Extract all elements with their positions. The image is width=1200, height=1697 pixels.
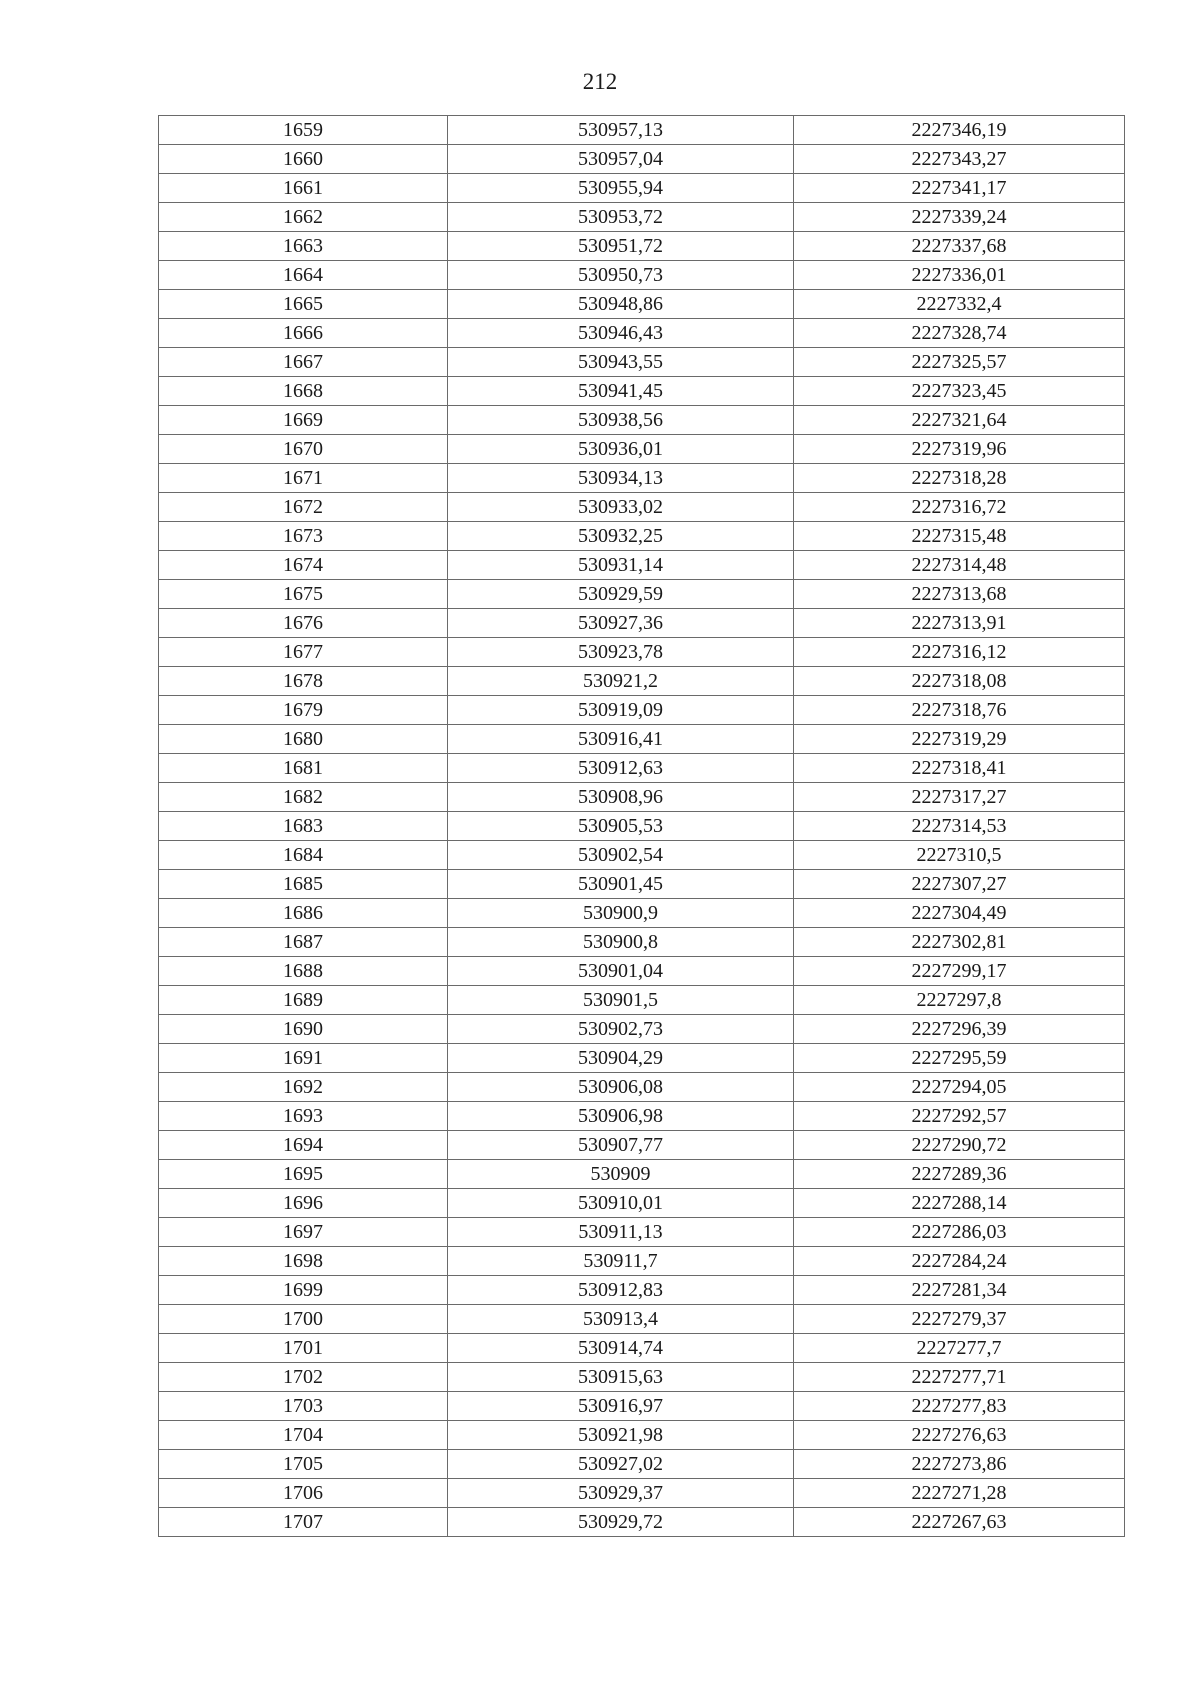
x-coordinate-cell: 530946,43	[448, 319, 794, 348]
point-number-cell: 1674	[159, 551, 448, 580]
point-number-cell: 1695	[159, 1160, 448, 1189]
x-coordinate-cell: 530927,36	[448, 609, 794, 638]
x-coordinate-cell: 530902,54	[448, 841, 794, 870]
table-row	[159, 145, 1125, 174]
x-coordinate-cell: 530931,14	[448, 551, 794, 580]
table-row	[159, 232, 1125, 261]
x-coordinate-cell: 530957,04	[448, 145, 794, 174]
y-coordinate-cell: 2227273,86	[794, 1450, 1125, 1479]
point-number-cell: 1667	[159, 348, 448, 377]
x-coordinate-cell: 530938,56	[448, 406, 794, 435]
point-number-cell: 1673	[159, 522, 448, 551]
y-coordinate-cell: 2227286,03	[794, 1218, 1125, 1247]
table-row	[159, 319, 1125, 348]
y-coordinate-cell: 2227284,24	[794, 1247, 1125, 1276]
x-coordinate-cell: 530953,72	[448, 203, 794, 232]
table-row	[159, 1218, 1125, 1247]
table-row	[159, 957, 1125, 986]
point-number-cell: 1664	[159, 261, 448, 290]
y-coordinate-cell: 2227313,68	[794, 580, 1125, 609]
table-row	[159, 1450, 1125, 1479]
point-number-cell: 1692	[159, 1073, 448, 1102]
y-coordinate-cell: 2227295,59	[794, 1044, 1125, 1073]
point-number-cell: 1661	[159, 174, 448, 203]
x-coordinate-cell: 530934,13	[448, 464, 794, 493]
table-row	[159, 1363, 1125, 1392]
x-coordinate-cell: 530915,63	[448, 1363, 794, 1392]
table-row	[159, 290, 1125, 319]
table-row	[159, 1247, 1125, 1276]
x-coordinate-cell: 530921,98	[448, 1421, 794, 1450]
coordinates-table	[158, 115, 1125, 1537]
point-number-cell: 1683	[159, 812, 448, 841]
point-number-cell: 1685	[159, 870, 448, 899]
point-number-cell: 1688	[159, 957, 448, 986]
table-row	[159, 1421, 1125, 1450]
y-coordinate-cell: 2227307,27	[794, 870, 1125, 899]
y-coordinate-cell: 2227346,19	[794, 116, 1125, 145]
x-coordinate-cell: 530907,77	[448, 1131, 794, 1160]
y-coordinate-cell: 2227314,48	[794, 551, 1125, 580]
y-coordinate-cell: 2227299,17	[794, 957, 1125, 986]
table-row	[159, 406, 1125, 435]
x-coordinate-cell: 530929,59	[448, 580, 794, 609]
point-number-cell: 1668	[159, 377, 448, 406]
x-coordinate-cell: 530906,08	[448, 1073, 794, 1102]
y-coordinate-cell: 2227288,14	[794, 1189, 1125, 1218]
y-coordinate-cell: 2227289,36	[794, 1160, 1125, 1189]
point-number-cell: 1680	[159, 725, 448, 754]
point-number-cell: 1675	[159, 580, 448, 609]
table-row	[159, 1044, 1125, 1073]
y-coordinate-cell: 2227332,4	[794, 290, 1125, 319]
coordinates-table-body	[159, 116, 1125, 1537]
y-coordinate-cell: 2227310,5	[794, 841, 1125, 870]
x-coordinate-cell: 530951,72	[448, 232, 794, 261]
point-number-cell: 1693	[159, 1102, 448, 1131]
table-row	[159, 1189, 1125, 1218]
point-number-cell: 1672	[159, 493, 448, 522]
point-number-cell: 1662	[159, 203, 448, 232]
x-coordinate-cell: 530927,02	[448, 1450, 794, 1479]
y-coordinate-cell: 2227277,7	[794, 1334, 1125, 1363]
table-row	[159, 1160, 1125, 1189]
point-number-cell: 1679	[159, 696, 448, 725]
x-coordinate-cell: 530913,4	[448, 1305, 794, 1334]
table-row	[159, 783, 1125, 812]
table-row	[159, 580, 1125, 609]
table-row	[159, 493, 1125, 522]
y-coordinate-cell: 2227271,28	[794, 1479, 1125, 1508]
table-row	[159, 1479, 1125, 1508]
table-row	[159, 1392, 1125, 1421]
point-number-cell: 1704	[159, 1421, 448, 1450]
point-number-cell: 1686	[159, 899, 448, 928]
y-coordinate-cell: 2227313,91	[794, 609, 1125, 638]
x-coordinate-cell: 530911,13	[448, 1218, 794, 1247]
point-number-cell: 1670	[159, 435, 448, 464]
table-row	[159, 928, 1125, 957]
y-coordinate-cell: 2227302,81	[794, 928, 1125, 957]
table-row	[159, 638, 1125, 667]
point-number-cell: 1676	[159, 609, 448, 638]
y-coordinate-cell: 2227323,45	[794, 377, 1125, 406]
point-number-cell: 1681	[159, 754, 448, 783]
x-coordinate-cell: 530901,04	[448, 957, 794, 986]
x-coordinate-cell: 530911,7	[448, 1247, 794, 1276]
x-coordinate-cell: 530950,73	[448, 261, 794, 290]
x-coordinate-cell: 530909	[448, 1160, 794, 1189]
x-coordinate-cell: 530900,8	[448, 928, 794, 957]
table-row	[159, 348, 1125, 377]
table-row	[159, 435, 1125, 464]
y-coordinate-cell: 2227325,57	[794, 348, 1125, 377]
table-row	[159, 1073, 1125, 1102]
x-coordinate-cell: 530948,86	[448, 290, 794, 319]
table-row	[159, 1131, 1125, 1160]
y-coordinate-cell: 2227292,57	[794, 1102, 1125, 1131]
point-number-cell: 1702	[159, 1363, 448, 1392]
point-number-cell: 1706	[159, 1479, 448, 1508]
table-row	[159, 812, 1125, 841]
point-number-cell: 1669	[159, 406, 448, 435]
x-coordinate-cell: 530902,73	[448, 1015, 794, 1044]
y-coordinate-cell: 2227337,68	[794, 232, 1125, 261]
table-row	[159, 841, 1125, 870]
x-coordinate-cell: 530957,13	[448, 116, 794, 145]
point-number-cell: 1666	[159, 319, 448, 348]
y-coordinate-cell: 2227294,05	[794, 1073, 1125, 1102]
table-row	[159, 203, 1125, 232]
point-number-cell: 1660	[159, 145, 448, 174]
table-row	[159, 696, 1125, 725]
y-coordinate-cell: 2227267,63	[794, 1508, 1125, 1537]
point-number-cell: 1690	[159, 1015, 448, 1044]
y-coordinate-cell: 2227277,83	[794, 1392, 1125, 1421]
point-number-cell: 1696	[159, 1189, 448, 1218]
y-coordinate-cell: 2227341,17	[794, 174, 1125, 203]
x-coordinate-cell: 530900,9	[448, 899, 794, 928]
y-coordinate-cell: 2227343,27	[794, 145, 1125, 174]
y-coordinate-cell: 2227316,72	[794, 493, 1125, 522]
y-coordinate-cell: 2227336,01	[794, 261, 1125, 290]
table-row	[159, 261, 1125, 290]
table-row	[159, 986, 1125, 1015]
point-number-cell: 1703	[159, 1392, 448, 1421]
table-row	[159, 754, 1125, 783]
y-coordinate-cell: 2227318,76	[794, 696, 1125, 725]
y-coordinate-cell: 2227316,12	[794, 638, 1125, 667]
table-row	[159, 725, 1125, 754]
point-number-cell: 1684	[159, 841, 448, 870]
x-coordinate-cell: 530929,72	[448, 1508, 794, 1537]
table-row	[159, 116, 1125, 145]
x-coordinate-cell: 530906,98	[448, 1102, 794, 1131]
point-number-cell: 1671	[159, 464, 448, 493]
point-number-cell: 1698	[159, 1247, 448, 1276]
point-number-cell: 1659	[159, 116, 448, 145]
x-coordinate-cell: 530929,37	[448, 1479, 794, 1508]
x-coordinate-cell: 530955,94	[448, 174, 794, 203]
table-row	[159, 1276, 1125, 1305]
table-row	[159, 464, 1125, 493]
point-number-cell: 1701	[159, 1334, 448, 1363]
point-number-cell: 1682	[159, 783, 448, 812]
point-number-cell: 1707	[159, 1508, 448, 1537]
point-number-cell: 1700	[159, 1305, 448, 1334]
y-coordinate-cell: 2227281,34	[794, 1276, 1125, 1305]
y-coordinate-cell: 2227296,39	[794, 1015, 1125, 1044]
point-number-cell: 1705	[159, 1450, 448, 1479]
x-coordinate-cell: 530919,09	[448, 696, 794, 725]
x-coordinate-cell: 530901,5	[448, 986, 794, 1015]
y-coordinate-cell: 2227297,8	[794, 986, 1125, 1015]
table-row	[159, 522, 1125, 551]
table-row	[159, 667, 1125, 696]
table-row	[159, 551, 1125, 580]
point-number-cell: 1665	[159, 290, 448, 319]
table-row	[159, 174, 1125, 203]
y-coordinate-cell: 2227328,74	[794, 319, 1125, 348]
x-coordinate-cell: 530932,25	[448, 522, 794, 551]
table-row	[159, 377, 1125, 406]
point-number-cell: 1691	[159, 1044, 448, 1073]
y-coordinate-cell: 2227315,48	[794, 522, 1125, 551]
y-coordinate-cell: 2227276,63	[794, 1421, 1125, 1450]
x-coordinate-cell: 530905,53	[448, 812, 794, 841]
point-number-cell: 1689	[159, 986, 448, 1015]
y-coordinate-cell: 2227318,08	[794, 667, 1125, 696]
table-row	[159, 899, 1125, 928]
page-number: 212	[582, 69, 618, 94]
y-coordinate-cell: 2227317,27	[794, 783, 1125, 812]
table-row	[159, 609, 1125, 638]
x-coordinate-cell: 530908,96	[448, 783, 794, 812]
y-coordinate-cell: 2227339,24	[794, 203, 1125, 232]
y-coordinate-cell: 2227304,49	[794, 899, 1125, 928]
y-coordinate-cell: 2227319,96	[794, 435, 1125, 464]
x-coordinate-cell: 530916,97	[448, 1392, 794, 1421]
x-coordinate-cell: 530912,63	[448, 754, 794, 783]
x-coordinate-cell: 530914,74	[448, 1334, 794, 1363]
point-number-cell: 1697	[159, 1218, 448, 1247]
x-coordinate-cell: 530923,78	[448, 638, 794, 667]
point-number-cell: 1694	[159, 1131, 448, 1160]
y-coordinate-cell: 2227279,37	[794, 1305, 1125, 1334]
y-coordinate-cell: 2227319,29	[794, 725, 1125, 754]
point-number-cell: 1663	[159, 232, 448, 261]
y-coordinate-cell: 2227290,72	[794, 1131, 1125, 1160]
x-coordinate-cell: 530943,55	[448, 348, 794, 377]
point-number-cell: 1699	[159, 1276, 448, 1305]
y-coordinate-cell: 2227318,28	[794, 464, 1125, 493]
point-number-cell: 1677	[159, 638, 448, 667]
x-coordinate-cell: 530912,83	[448, 1276, 794, 1305]
point-number-cell: 1687	[159, 928, 448, 957]
y-coordinate-cell: 2227277,71	[794, 1363, 1125, 1392]
x-coordinate-cell: 530910,01	[448, 1189, 794, 1218]
table-row	[159, 1508, 1125, 1537]
table-row	[159, 1015, 1125, 1044]
table-row	[159, 1102, 1125, 1131]
x-coordinate-cell: 530904,29	[448, 1044, 794, 1073]
y-coordinate-cell: 2227314,53	[794, 812, 1125, 841]
x-coordinate-cell: 530933,02	[448, 493, 794, 522]
x-coordinate-cell: 530941,45	[448, 377, 794, 406]
y-coordinate-cell: 2227321,64	[794, 406, 1125, 435]
table-row	[159, 1305, 1125, 1334]
table-row	[159, 870, 1125, 899]
x-coordinate-cell: 530916,41	[448, 725, 794, 754]
x-coordinate-cell: 530921,2	[448, 667, 794, 696]
table-row	[159, 1334, 1125, 1363]
y-coordinate-cell: 2227318,41	[794, 754, 1125, 783]
point-number-cell: 1678	[159, 667, 448, 696]
x-coordinate-cell: 530936,01	[448, 435, 794, 464]
x-coordinate-cell: 530901,45	[448, 870, 794, 899]
